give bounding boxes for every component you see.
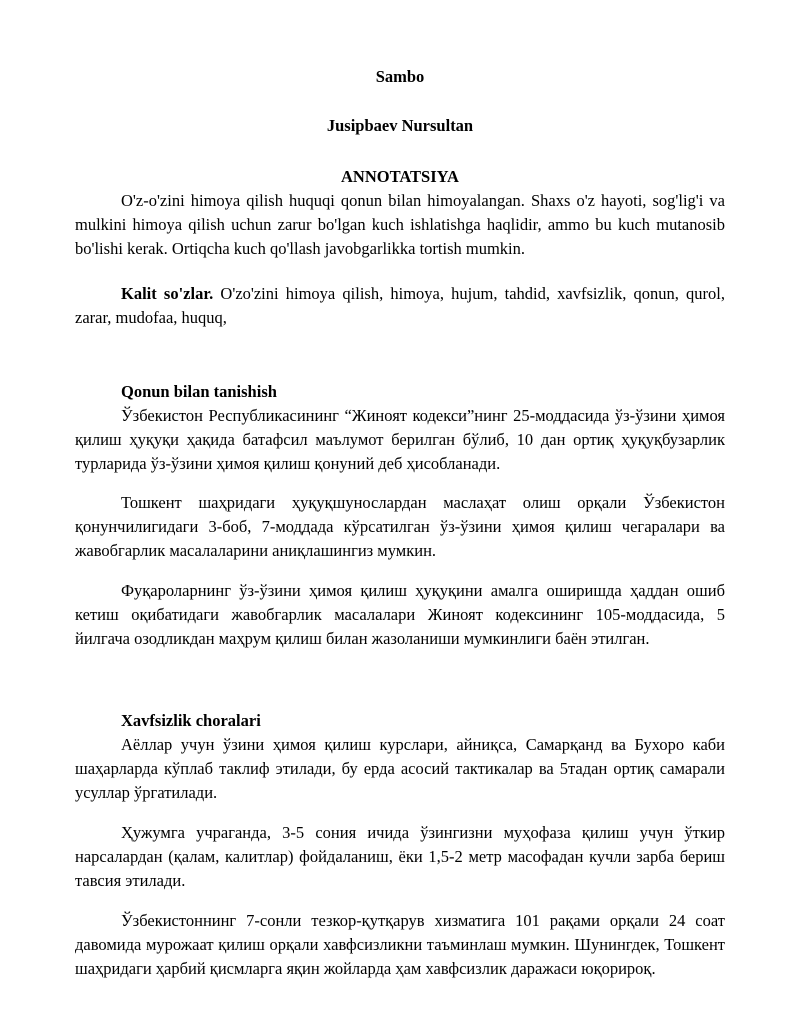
safety-paragraph-2: Ҳужумга учраганда, 3-5 сония ичида ўзингизни муҳофаза қилиш учун ўткир нарсалардан (қалам, калитлар) фойдаланиш, ёки 1,5-2 метр масофадан кучли зарба бериш тавсия этилади. [75,823,725,891]
document-title: Sambo [375,67,425,86]
section-heading-law: Qonun bilan tanishish [121,382,277,401]
safety-paragraph-3: Ўзбекистоннинг 7-сонли тезкор-қутқарув хизматига 101 рақами орқали 24 соат давомида мурожаат қилиш орқали хавфсизликни таъминлаш мумкин. Шунингдек, Тошкент шаҳридаги ҳарбий қисмларга яқин жойларда ҳам хавфсизлик даражаси юқорироқ. [75,911,725,979]
author-name: Jusipbaev Nursultan [326,116,474,135]
safety-paragraph-1: Аёллар учун ўзини ҳимоя қилиш курслари, айниқса, Самарқанд ва Бухоро каби шаҳарларда кўплаб таклиф этилади, бу ерда асосий тактикалар ва 5тадан ортиқ самарали усуллар ўргатилади. [75,735,725,803]
section-heading-safety: Xavfsizlik choralari [121,711,261,730]
law-paragraph-2: Тошкент шаҳридаги ҳуқуқшунослардан маслаҳат олиш орқали Ўзбекистон қонунчилигидаги 3-боб, 7-моддада кўрсатилган ўз-ўзини ҳимоя қилиш чегаралари ва жавобгарлик масалаларини аниқлашингиз мумкин. [75,493,725,561]
abstract-paragraph: O'z-o'zini himoya qilish huquqi qonun bilan himoyalangan. Shaxs o'z hayoti, sog'lig'i va mulkini himoya qilish uchun zarur bo'lgan kuch ishlatishga haqlidir, ammo bu kuch mutanosib bo'lishi kerak. Ortiqcha kuch qo'llash javobgarlikka tortish mumkin. [75,191,725,259]
keywords-text: O'zo'zini himoya qilish, himoya, hujum, tahdid, xavfsizlik, qonun, qurol, zarar, mudofaa, huquq, [75,284,725,328]
law-paragraph-3: Фуқароларнинг ўз-ўзини ҳимоя қилиш ҳуқуқини амалга оширишда ҳаддан ошиб кетиш оқибатидаги жавобгарлик масалалари Жиноят кодексининг 105-моддасида, 5 йилгача озодликдан маҳрум қилиш билан жазоланиши мумкинлиги баён этилган. [75,581,725,649]
keywords-label: Kalit so'zlar. [121,284,214,303]
section-heading-annotation: ANNOTATSIYA [341,167,459,186]
keywords-paragraph [75,282,725,330]
law-paragraph-1: Ўзбекистон Республикасининг “Жиноят кодекси”нинг 25-моддасида ўз-ўзини ҳимоя қилиш ҳуқуқи ҳақида батафсил маълумот берилган бўлиб, 10 дан ортиқ ҳуқуқбузарлик турларида ўз-ўзини ҳимоя қилиш қонуний деб ҳисобланади. [75,406,725,474]
